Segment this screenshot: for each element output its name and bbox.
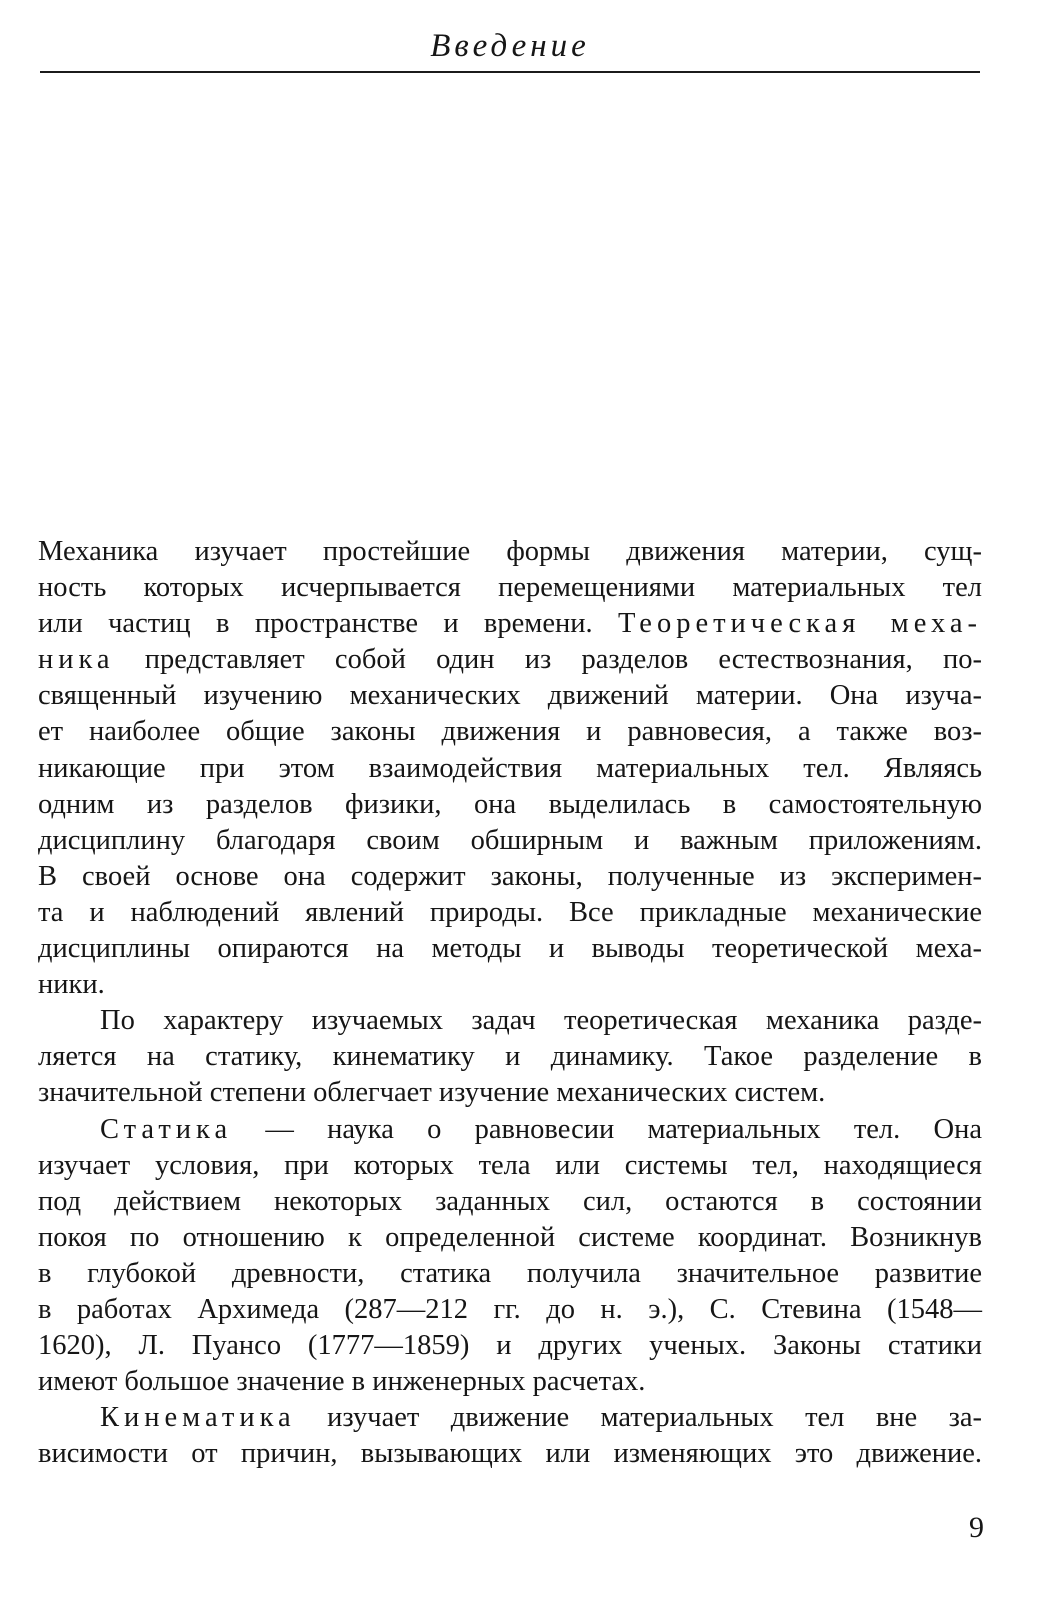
text-line bbox=[38, 787, 982, 823]
spaced-term: Кинематика bbox=[100, 1402, 296, 1434]
text-line bbox=[38, 895, 982, 931]
text-segment: Механика изучает простейшие формы движения материи, сущ- bbox=[38, 536, 982, 567]
page-number: 9 bbox=[969, 1511, 984, 1544]
text-segment: священный изучению механических движений материи. Она изуча- bbox=[38, 680, 982, 712]
text-segment: под действием некоторых заданных сил, остаются в состоянии bbox=[38, 1185, 982, 1217]
text-segment: висимости от причин, вызывающих или изменяющих это движение. bbox=[38, 1438, 982, 1470]
text-line bbox=[38, 1039, 982, 1075]
text-segment: 1620), Л. Пуансо (1777—1859) и других ученых. Законы статики bbox=[38, 1330, 982, 1362]
text-line bbox=[38, 1364, 982, 1400]
text-segment: значительной степени облегчает изучение механических систем. bbox=[38, 1077, 826, 1109]
text-segment: та и наблюдений явлений природы. Все прикладные механические bbox=[38, 896, 982, 928]
text-line bbox=[38, 859, 982, 895]
text-line bbox=[38, 967, 982, 1003]
text-segment: — наука о равновесии материальных тел. Она bbox=[232, 1113, 982, 1145]
text-line bbox=[38, 1075, 982, 1111]
paragraph bbox=[38, 1112, 982, 1401]
text-line bbox=[38, 1328, 982, 1364]
spaced-term: Теоретическая меха- bbox=[617, 608, 982, 640]
text-line bbox=[38, 1220, 982, 1256]
running-head-title: Введение bbox=[430, 28, 590, 64]
text-segment: или частиц в пространстве и времени. bbox=[38, 608, 618, 640]
text-line bbox=[38, 642, 982, 678]
spaced-term: Статика bbox=[100, 1113, 233, 1145]
paragraph bbox=[38, 534, 982, 1003]
text-segment: В своей основе она содержит законы, полученные из эксперимен- bbox=[38, 860, 982, 892]
text-line bbox=[38, 570, 982, 606]
text-segment: никающие при этом взаимодействия материальных тел. Являясь bbox=[38, 752, 982, 784]
text-line bbox=[38, 1400, 982, 1436]
text-segment: имеют большое значение в инженерных расчетах. bbox=[38, 1366, 646, 1398]
text-segment: представляет собой один из разделов естествознания, по- bbox=[114, 644, 982, 676]
text-segment: ность которых исчерпывается перемещениями материальных тел bbox=[38, 572, 982, 604]
text-segment: изучает движение материальных тел вне за- bbox=[295, 1402, 982, 1434]
text-segment: ет наиболее общие законы движения и равновесия, а также воз- bbox=[38, 716, 982, 748]
text-segment: По характеру изучаемых задач теоретическая механика разде- bbox=[100, 1005, 982, 1037]
text-line bbox=[38, 931, 982, 967]
text-line bbox=[38, 678, 982, 714]
text-line bbox=[38, 1292, 982, 1328]
text-line bbox=[38, 714, 982, 750]
paragraph bbox=[38, 1003, 982, 1111]
text-segment: покоя по отношению к определенной системе координат. Возникнув bbox=[38, 1221, 982, 1253]
text-line bbox=[38, 1003, 982, 1039]
text-line bbox=[38, 1256, 982, 1292]
text-line bbox=[38, 1184, 982, 1220]
header-rule bbox=[40, 71, 980, 73]
text-line bbox=[38, 1436, 982, 1472]
text-line bbox=[38, 606, 982, 642]
text-line bbox=[38, 534, 982, 570]
text-segment: в глубокой древности, статика получила значительное развитие bbox=[38, 1257, 982, 1289]
paragraph bbox=[38, 1400, 982, 1472]
text-line bbox=[38, 1148, 982, 1184]
text-segment: ники. bbox=[38, 969, 105, 1001]
text-segment: в работах Архимеда (287—212 гг. до н. э.), С. Стевина (1548— bbox=[38, 1293, 982, 1325]
text-line bbox=[38, 751, 982, 787]
text-segment: ляется на статику, кинематику и динамику. Такое разделение в bbox=[38, 1041, 982, 1073]
text-segment: изучает условия, при которых тела или системы тел, находящиеся bbox=[38, 1149, 982, 1181]
body-text bbox=[38, 534, 982, 1472]
text-segment: дисциплину благодаря своим обширным и важным приложениям. bbox=[38, 824, 982, 856]
text-line bbox=[38, 823, 982, 859]
text-line bbox=[38, 1112, 982, 1148]
text-segment: одним из разделов физики, она выделилась в самостоятельную bbox=[38, 788, 982, 820]
spaced-term: ника bbox=[38, 644, 115, 676]
text-segment: дисциплины опираются на методы и выводы теоретической меха- bbox=[38, 933, 982, 965]
